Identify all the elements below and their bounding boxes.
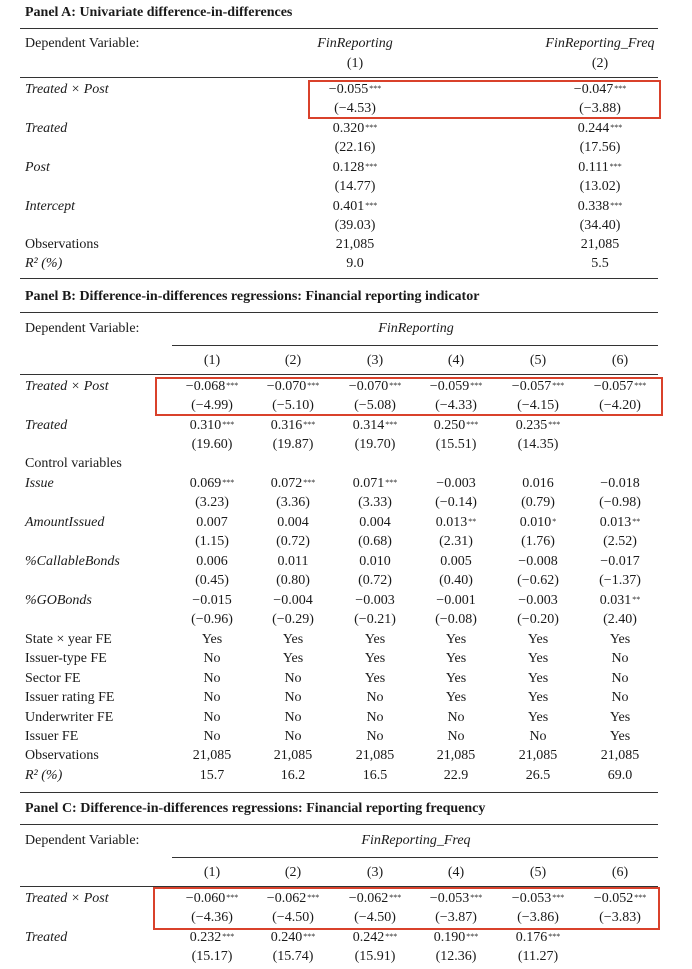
panel-b-coef [271,417,316,435]
coefficient-value: 0.190 [433,930,466,945]
coefficient-value: −0.017 [600,554,640,569]
panel-b-fe-value: No [203,709,221,725]
panel-c-coef [190,929,235,947]
significance-stars: *** [222,932,235,941]
panel-c-tstat: (−3.86) [517,910,559,925]
panel-b-col-num: (2) [284,353,302,368]
panel-b-span-rule [172,345,658,346]
panel-b-tstat: (19.60) [191,437,233,452]
panel-b-control-coef [520,514,557,532]
panel-a-col-num: (1) [346,56,364,71]
significance-stars: *** [365,162,378,171]
significance-stars: *** [385,932,398,941]
panel-b-control-coef [192,592,231,610]
panel-b-fe-value: No [284,670,302,686]
panel-b-control-coef [600,592,641,610]
panel-a-col-num: (2) [591,56,609,71]
panel-b-fe-value: Yes [364,670,386,686]
panel-b-fe-value: Yes [364,651,386,667]
panel-c-row-label: Treated [25,930,68,945]
panel-b-control-coef [353,475,398,493]
panel-b-dep-var: FinReporting [378,321,454,336]
panel-b-control-name: Issue [25,476,54,491]
panel-b-fe-value: Yes [527,690,549,706]
panel-b-coef [190,417,235,435]
coefficient-value: −0.053 [429,891,470,906]
significance-stars: *** [470,381,483,390]
coefficient-value: 0.013 [599,515,632,530]
panel-b-fe-value: Yes [364,632,386,647]
panel-b-fe-value: Yes [282,632,304,647]
panel-b-control-tstat: (3.33) [358,495,392,510]
panel-c-dep-label: Dependent Variable: [25,833,140,848]
significance-stars: *** [369,84,382,93]
panel-b-fe-value: 21,085 [273,748,313,764]
panel-b-control-tstat: (−0.20) [517,612,559,627]
panel-c-col-num: (6) [611,865,629,880]
panel-b-fe-label: Observations [25,748,99,764]
panel-a-row-label: Intercept [25,199,76,214]
panel-a-title: Panel A: Univariate difference-in-differences [25,5,293,20]
panel-b-tstat: (19.70) [354,437,396,452]
panel-b-fe-value: No [366,709,384,725]
panel-b-fe-value: Yes [527,632,549,647]
panel-b-col-num: (6) [611,353,629,368]
panel-b-control-tstat: (2.31) [439,534,473,549]
panel-b-control-coef [522,475,554,493]
significance-stars: *** [226,381,239,390]
panel-b-control-coef [359,514,391,532]
significance-stars: *** [552,893,565,902]
significance-stars: *** [226,893,239,902]
coefficient-value: 0.016 [522,476,554,491]
coefficient-value: 0.013 [435,515,468,530]
panel-b-tstat: (−4.99) [191,398,233,413]
coefficient-value: −0.003 [518,593,558,608]
panel-b-title: Panel B: Difference-in-differences regressions: Financial reporting indicator [25,289,480,304]
panel-a-tstat: (34.40) [579,218,621,233]
panel-b-fe-value: Yes [527,670,549,686]
panel-c-dep-var: FinReporting_Freq [361,833,471,848]
panel-c-tstat: (−4.50) [354,910,396,925]
panel-b-fe-value: Yes [445,632,467,647]
panel-b-tstat: (−4.15) [517,398,559,413]
coefficient-value: −0.003 [355,593,395,608]
coefficient-value: 0.031 [599,593,632,608]
coefficient-value: −0.057 [511,379,552,394]
panel-b-tstat: (−4.20) [599,398,641,413]
panel-a-bottom-rule [20,278,658,279]
panel-c-coef [434,929,479,947]
panel-a-coef [578,159,621,177]
coefficient-value: −0.001 [436,593,476,608]
panel-b-fe-value: No [611,670,629,686]
panel-a-r2-label: R² (%) [25,256,63,271]
panel-c-col-num: (3) [366,865,384,880]
significance-stars: *** [365,201,378,210]
coefficient-value: 0.232 [189,930,222,945]
coefficient-value: 0.010 [519,515,552,530]
panel-c-tstat: (−4.36) [191,910,233,925]
panel-a-tstat: (22.16) [334,140,376,155]
coefficient-value: −0.052 [593,891,634,906]
panel-b-tstat: (19.87) [272,437,314,452]
panel-b-fe-value: No [203,690,221,706]
coefficient-value: 0.401 [332,199,365,214]
panel-b-col-num: (4) [447,353,465,368]
coefficient-value: −0.070 [348,379,389,394]
coefficient-value: −0.059 [429,379,470,394]
panel-c-tstat: (11.27) [517,949,559,964]
panel-a-r2: 9.0 [346,256,364,271]
coefficient-value: 0.004 [277,515,309,530]
panel-b-col-num: (5) [529,353,547,368]
panel-a-coef [578,120,623,138]
panel-b-coef [353,417,398,435]
significance-stars: *** [303,478,316,487]
coefficient-value: −0.055 [328,82,369,97]
panel-b-control-coef [196,553,228,571]
coefficient-value: −0.003 [436,476,476,491]
panel-b-control-tstat: (−0.96) [191,612,233,627]
panel-b-control-tstat: (0.45) [195,573,229,588]
panel-b-bottom-rule [20,792,658,793]
panel-b-fe-value: Yes [527,651,549,667]
significance-stars: *** [614,84,627,93]
panel-a-tstat: (13.02) [579,179,621,194]
panel-b-row-label: Treated [25,418,68,433]
panel-c-tstat: (15.17) [191,949,233,964]
panel-c-tstat: (15.91) [354,949,396,964]
panel-b-control-tstat: (0.79) [521,495,555,510]
panel-b-header-rule [20,374,658,375]
panel-a-obs: 21,085 [335,237,375,252]
panel-b-fe-value: No [284,690,302,706]
panel-b-fe-value: 16.5 [362,767,388,783]
panel-b-fe-value: No [203,651,221,667]
coefficient-value: 0.128 [332,160,365,175]
panel-c-title: Panel C: Difference-in-differences regressions: Financial reporting frequency [25,801,486,816]
panel-b-coef [516,417,561,435]
panel-b-control-tstat: (3.36) [276,495,310,510]
panel-b-control-tstat: (0.72) [276,534,310,549]
panel-b-control-tstat: (1.76) [521,534,555,549]
significance-stars: ** [468,517,477,526]
panel-a-tstat: (−3.88) [579,101,621,116]
panel-b-control-coef [273,592,312,610]
coefficient-value: 0.071 [352,476,385,491]
significance-stars: * [552,517,557,526]
panel-c-tstat: (15.74) [272,949,314,964]
panel-b-fe-value: Yes [445,690,467,706]
significance-stars: *** [634,893,647,902]
panel-c-col-num: (1) [203,865,221,880]
panel-a-col-var: FinReporting [317,36,393,51]
coefficient-value: −0.060 [185,891,226,906]
panel-b-control-coef [518,592,557,610]
panel-c-tstat: (−3.87) [435,910,477,925]
significance-stars: *** [466,420,479,429]
coefficient-value: 0.242 [352,930,385,945]
panel-a-obs-label: Observations [25,237,99,252]
panel-b-fe-value: 21,085 [355,748,395,764]
panel-b-control-tstat: (−1.37) [599,573,641,588]
panel-b-control-coef [355,592,394,610]
panel-a-tstat: (−4.53) [334,101,376,116]
significance-stars: *** [385,478,398,487]
panel-b-control-tstat: (−0.29) [272,612,314,627]
panel-b-control-name: %CallableBonds [25,554,120,569]
panel-c-coef [353,929,398,947]
panel-b-col-num: (1) [203,353,221,368]
panel-b-control-coef [600,475,639,493]
panel-b-coef [434,417,479,435]
panel-c-tstat: (−4.50) [272,910,314,925]
coefficient-value: 0.310 [189,418,222,433]
coefficient-value: 0.240 [270,930,303,945]
panel-b-control-tstat: (2.40) [603,612,637,627]
panel-b-control-coef [518,553,557,571]
panel-b-control-coef [196,514,228,532]
highlight-box [308,80,661,119]
coefficient-value: −0.008 [518,554,558,569]
panel-b-fe-value: No [611,690,629,706]
significance-stars: *** [470,893,483,902]
panel-a-tstat: (39.03) [334,218,376,233]
panel-b-fe-value: Yes [201,632,223,647]
panel-b-control-coef [600,514,641,532]
panel-a-row-label: Post [25,160,50,175]
coefficient-value: 0.314 [352,418,385,433]
panel-b-fe-value: 21,085 [518,748,558,764]
panel-b-fe-value: Yes [609,709,631,725]
panel-a-row-label: Treated × Post [25,82,109,97]
panel-a-header-rule [20,77,658,78]
panel-b-fe-value: 22.9 [443,767,469,783]
coefficient-value: −0.070 [266,379,307,394]
highlight-box [153,887,660,930]
panel-b-control-tstat: (−0.98) [599,495,641,510]
panel-b-tstat: (15.51) [435,437,477,452]
panel-b-fe-value: Yes [445,670,467,686]
panel-c-tstat: (−3.83) [599,910,641,925]
significance-stars: *** [610,123,623,132]
coefficient-value: 0.316 [270,418,303,433]
panel-c-coef [516,929,561,947]
coefficient-value: 0.011 [277,554,309,569]
coefficient-value: 0.244 [577,121,610,136]
panel-b-fe-value: 21,085 [192,748,232,764]
panel-a-r2: 5.5 [591,256,609,271]
coefficient-value: −0.068 [185,379,226,394]
panel-b-fe-value: No [284,709,302,725]
coefficient-value: 0.005 [440,554,472,569]
coefficient-value: −0.053 [511,891,552,906]
coefficient-value: 0.250 [433,418,466,433]
significance-stars: *** [466,932,479,941]
panel-b-fe-label: Issuer FE [25,729,79,744]
panel-b-col-num: (3) [366,353,384,368]
significance-stars: *** [548,932,561,941]
panel-c-row-label: Treated × Post [25,891,109,906]
panel-b-dep-label: Dependent Variable: [25,321,140,336]
panel-a-col-var: FinReporting_Freq [545,36,655,51]
panel-b-fe-value: 15.7 [199,767,225,783]
panel-b-fe-value: 69.0 [607,767,633,783]
panel-b-fe-value: Yes [282,651,304,667]
panel-b-control-tstat: (0.80) [276,573,310,588]
panel-c-col-num: (4) [447,865,465,880]
panel-b-fe-label: Issuer-type FE [25,651,107,667]
panel-a-coef [333,120,378,138]
coefficient-value: −0.004 [273,593,313,608]
panel-b-fe-label: Underwriter FE [25,709,114,725]
significance-stars: *** [222,420,235,429]
coefficient-value: 0.010 [359,554,391,569]
panel-b-control-tstat: (3.23) [195,495,229,510]
coefficient-value: −0.047 [573,82,614,97]
panel-b-control-tstat: (0.72) [358,573,392,588]
panel-c-col-num: (5) [529,865,547,880]
significance-stars: *** [548,420,561,429]
panel-b-fe-label: Issuer rating FE [25,690,115,706]
significance-stars: ** [632,595,641,604]
panel-b-fe-value: Yes [609,729,631,744]
panel-b-control-coef [190,475,235,493]
panel-b-row-label: Treated × Post [25,379,109,394]
panel-b-control-coef [271,475,316,493]
coefficient-value: 0.320 [332,121,365,136]
panel-b-tstat: (14.35) [517,437,559,452]
panel-b-control-coef [436,475,475,493]
panel-a-tstat: (17.56) [579,140,621,155]
panel-b-fe-label: State × year FE [25,632,112,647]
panel-b-top-rule [20,312,658,313]
panel-b-fe-value: No [529,729,547,744]
panel-b-control-coef [359,553,391,571]
panel-b-fe-value: 16.2 [280,767,306,783]
significance-stars: *** [307,381,320,390]
panel-b-control-tstat: (−0.08) [435,612,477,627]
coefficient-value: 0.111 [578,160,609,175]
coefficient-value: 0.072 [270,476,303,491]
panel-b-fe-value: No [447,709,465,725]
panel-b-control-tstat: (−0.14) [435,495,477,510]
panel-b-tstat: (−5.08) [354,398,396,413]
coefficient-value: 0.007 [196,515,228,530]
panel-c-top-rule [20,824,658,825]
panel-b-control-tstat: (1.15) [195,534,229,549]
panel-b-control-coef [440,553,472,571]
panel-a-coef [578,198,623,216]
panel-a-dep-label: Dependent Variable: [25,36,140,51]
significance-stars: *** [552,381,565,390]
significance-stars: *** [634,381,647,390]
significance-stars: *** [303,932,316,941]
panel-b-fe-value: No [203,670,221,686]
significance-stars: *** [365,123,378,132]
coefficient-value: 0.004 [359,515,391,530]
panel-b-control-name: AmountIssued [25,515,105,530]
panel-a-coef [333,159,378,177]
panel-b-fe-value: No [447,729,465,744]
panel-a-top-rule [20,28,658,29]
panel-b-control-label: Control variables [25,456,122,471]
panel-b-fe-value: 21,085 [436,748,476,764]
panel-b-control-coef [436,514,477,532]
significance-stars: *** [389,381,402,390]
coefficient-value: −0.018 [600,476,640,491]
coefficient-value: 0.006 [196,554,228,569]
panel-c-tstat: (12.36) [435,949,477,964]
significance-stars: ** [632,517,641,526]
panel-b-fe-value: Yes [445,651,467,667]
panel-a-coef [333,198,378,216]
panel-b-fe-label: Sector FE [25,670,81,686]
significance-stars: *** [385,420,398,429]
panel-b-control-coef [278,553,309,571]
panel-b-tstat: (−5.10) [272,398,314,413]
panel-b-fe-label: R² (%) [25,767,63,783]
panel-b-control-coef [436,592,475,610]
panel-b-control-name: %GOBonds [25,593,92,608]
coefficient-value: 0.235 [515,418,548,433]
significance-stars: *** [389,893,402,902]
panel-b-fe-value: Yes [527,709,549,725]
coefficient-value: −0.062 [348,891,389,906]
coefficient-value: −0.062 [266,891,307,906]
coefficient-value: 0.338 [577,199,610,214]
significance-stars: *** [222,478,235,487]
coefficient-value: −0.015 [192,593,232,608]
panel-a-obs: 21,085 [580,237,620,252]
coefficient-value: −0.057 [593,379,634,394]
panel-b-control-coef [277,514,309,532]
panel-c-coef [271,929,316,947]
panel-b-control-tstat: (0.68) [358,534,392,549]
panel-b-control-tstat: (2.52) [603,534,637,549]
highlight-box [155,377,663,416]
panel-b-fe-value: No [284,729,302,744]
significance-stars: *** [610,201,623,210]
panel-b-control-tstat: (−0.21) [354,612,396,627]
panel-b-control-tstat: (−0.62) [517,573,559,588]
significance-stars: *** [307,893,320,902]
significance-stars: *** [609,162,622,171]
panel-b-fe-value: 26.5 [525,767,551,783]
coefficient-value: 0.176 [515,930,548,945]
panel-c-span-rule [172,857,658,858]
panel-b-tstat: (−4.33) [435,398,477,413]
coefficient-value: 0.069 [189,476,222,491]
panel-b-fe-value: No [366,690,384,706]
panel-a-tstat: (14.77) [334,179,376,194]
significance-stars: *** [303,420,316,429]
panel-b-fe-value: Yes [609,632,631,647]
panel-a-row-label: Treated [25,121,68,136]
panel-b-fe-value: No [611,651,629,667]
panel-b-fe-value: No [366,729,384,744]
panel-b-control-coef [600,553,639,571]
panel-c-col-num: (2) [284,865,302,880]
panel-b-fe-value: 21,085 [600,748,640,764]
panel-b-fe-value: No [203,729,221,744]
panel-b-control-tstat: (0.40) [439,573,473,588]
